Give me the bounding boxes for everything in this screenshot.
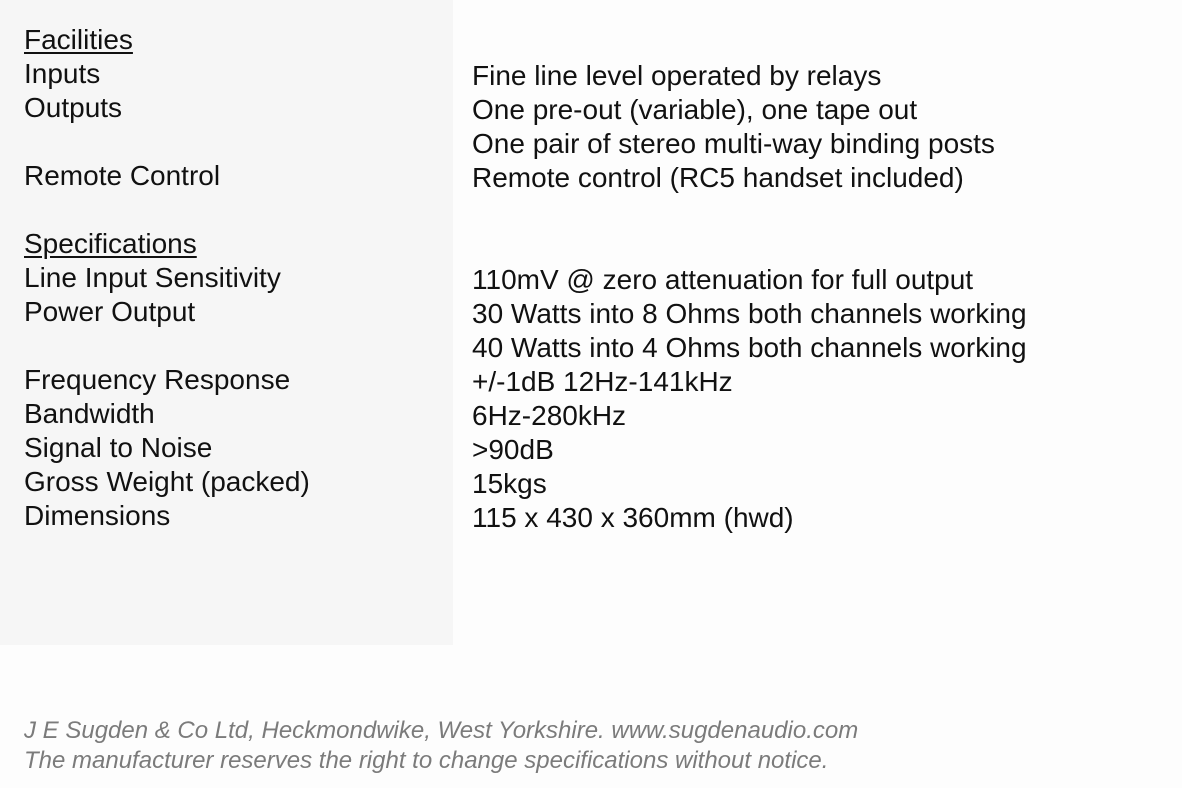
- spec-value-power-output-2: 40 Watts into 4 Ohms both channels working: [472, 332, 1027, 363]
- spec-label-remote-control: Remote Control: [24, 160, 221, 191]
- spec-label-gross-weight: Gross Weight (packed): [24, 466, 310, 497]
- footer-note: [24, 716, 858, 776]
- spec-value-remote-control: Remote control (RC5 handset included): [472, 162, 964, 193]
- spec-label-outputs: Outputs: [24, 92, 123, 123]
- spec-label-dimensions: Dimensions: [24, 500, 171, 531]
- spec-label-inputs: Inputs: [24, 58, 101, 89]
- spec-label-bandwidth: Bandwidth: [24, 398, 155, 429]
- footer-company-line: J E Sugden & Co Ltd, Heckmondwike, West Yorkshire. www.sugdenaudio.com: [24, 717, 859, 744]
- footer-disclaimer-line: The manufacturer reserves the right to change specifications without notice.: [24, 747, 829, 774]
- spec-label-power-output: Power Output: [24, 296, 196, 327]
- spec-value-outputs-2: One pair of stereo multi-way binding posts: [472, 128, 995, 159]
- spec-value-power-output-1: 30 Watts into 8 Ohms both channels working: [472, 298, 1027, 329]
- spec-value-dimensions: 115 x 430 x 360mm (hwd): [472, 502, 794, 533]
- spec-value-line-input-sensitivity: 110mV @ zero attenuation for full output: [472, 264, 974, 295]
- spec-value-signal-to-noise: >90dB: [472, 434, 554, 465]
- spec-label-line-input-sensitivity: Line Input Sensitivity: [24, 262, 281, 293]
- spec-label-signal-to-noise: Signal to Noise: [24, 432, 213, 463]
- specifications-heading: Specifications: [24, 228, 197, 259]
- spec-value-gross-weight: 15kgs: [472, 468, 547, 499]
- facilities-heading: Facilities: [24, 24, 133, 55]
- spec-value-inputs: Fine line level operated by relays: [472, 60, 882, 91]
- spec-value-frequency-response: +/-1dB 12Hz-141kHz: [472, 366, 733, 397]
- spec-label-frequency-response: Frequency Response: [24, 364, 291, 395]
- spec-value-outputs-1: One pre-out (variable), one tape out: [472, 94, 918, 125]
- spec-value-bandwidth: 6Hz-280kHz: [472, 400, 627, 431]
